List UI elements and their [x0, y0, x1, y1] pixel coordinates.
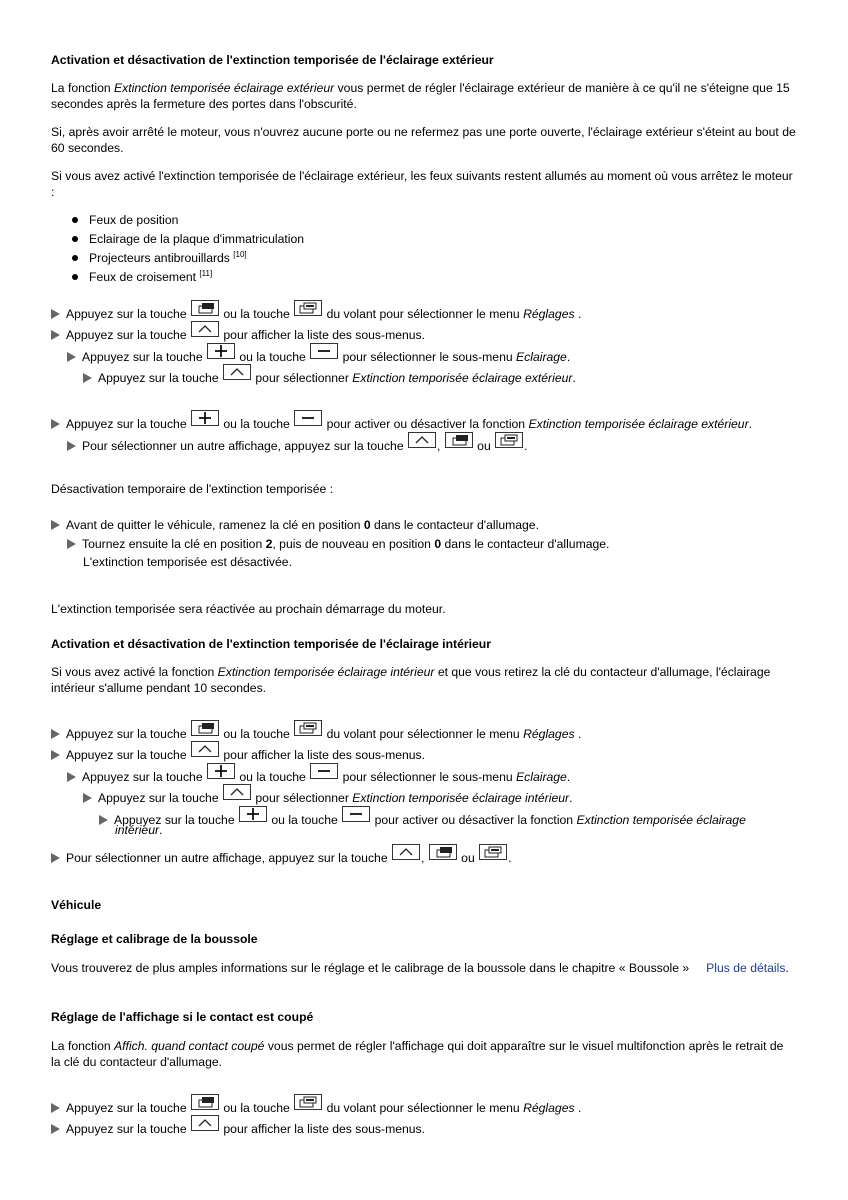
minus-key-icon [310, 763, 338, 779]
step-arrow-icon [51, 729, 60, 739]
plus-key-icon [239, 806, 267, 822]
footnote-ref[interactable]: [11] [199, 269, 213, 278]
step-arrow-icon [51, 520, 60, 530]
back-key-icon [223, 784, 251, 800]
section-title-interior: Activation et désactivation de l'extinction temporisée de l'éclairage intérieur [51, 637, 491, 651]
instruction-step: Appuyez sur la touche pour afficher la liste des sous-menus. [51, 1115, 425, 1137]
minus-key-icon [294, 410, 322, 426]
step-arrow-icon [99, 815, 108, 825]
instruction-step: Appuyez sur la touche pour afficher la liste des sous-menus. [51, 321, 425, 343]
instruction-step: Appuyez sur la touche pour afficher la liste des sous-menus. [51, 741, 425, 763]
step-arrow-icon [67, 441, 76, 451]
instruction-step: Appuyez sur la touche ou la touche du volant pour sélectionner le menu Réglages . [51, 720, 581, 742]
instruction-step: Appuyez sur la touche ou la touche du volant pour sélectionner le menu Réglages . [51, 300, 581, 322]
footnote-ref[interactable]: [10] [233, 250, 247, 259]
back-key-icon [191, 1115, 219, 1131]
subsection-title-compass: Réglage et calibrage de la boussole [51, 932, 258, 946]
page-back-key-icon [191, 300, 219, 316]
instruction-step: Appuyez sur la touche ou la touche pour activer ou désactiver la fonction Extinction temporisée éclairage extérieur. [51, 410, 752, 432]
step-arrow-icon [51, 309, 60, 319]
instruction-step: Appuyez sur la touche ou la touche pour sélectionner le sous-menu Eclairage. [67, 763, 570, 785]
bullet-dot-icon [72, 217, 78, 223]
instruction-step: Avant de quitter le véhicule, ramenez la clé en position 0 dans le contacteur d'allumage. [51, 517, 539, 533]
instruction-step: Appuyez sur la touche pour sélectionner Extinction temporisée éclairage extérieur. [83, 364, 576, 386]
back-key-icon [191, 741, 219, 757]
instruction-step: Pour sélectionner un autre affichage, appuyez sur la touche , ou . [51, 844, 512, 866]
page-forward-key-icon [479, 844, 507, 860]
more-details-link[interactable]: Plus de détails [706, 961, 786, 975]
paragraph-display-off: La fonction Affich. quand contact coupé vous permet de régler l'affichage qui doit apparaître sur le visuel multifonction après le retrait de la clé du contacteur d'allumage. [51, 1039, 784, 1069]
section-title-exterior: Activation et désactivation de l'extinction temporisée de l'éclairage extérieur [51, 53, 494, 67]
page-back-key-icon [191, 720, 219, 736]
instruction-step: Tournez ensuite la clé en position 2, puis de nouveau en position 0 dans le contacteur d'allumage. [67, 536, 609, 552]
paragraph-temporary-deactivation: Désactivation temporaire de l'extinction temporisée : [51, 482, 334, 496]
back-key-icon [223, 364, 251, 380]
step-arrow-icon [51, 1103, 60, 1113]
paragraph-reactivation-note: L'extinction temporisée sera réactivée au prochain démarrage du moteur. [51, 602, 446, 616]
bullet-dot-icon [72, 274, 78, 280]
bullet-dot-icon [72, 255, 78, 261]
step-arrow-icon [51, 419, 60, 429]
step-result: L'extinction temporisée est désactivée. [83, 555, 292, 569]
instruction-step-continued: intérieur. [115, 823, 163, 837]
back-key-icon [408, 432, 436, 448]
instruction-step: Appuyez sur la touche ou la touche pour activer ou désactiver la fonction Extinction temporisée éclairage [99, 806, 746, 828]
step-arrow-icon [67, 772, 76, 782]
paragraph-compass: Vous trouverez de plus amples informations sur le réglage et le calibrage de la boussole dans le chapitre « Boussole » Plus de détails. [51, 961, 789, 975]
step-arrow-icon [51, 1124, 60, 1134]
bullet-dot-icon [72, 236, 78, 242]
step-arrow-icon [51, 750, 60, 760]
plus-key-icon [191, 410, 219, 426]
page-forward-key-icon [495, 432, 523, 448]
step-arrow-icon [67, 352, 76, 362]
page-forward-key-icon [294, 720, 322, 736]
page-forward-key-icon [294, 300, 322, 316]
paragraph-interior-intro: Si vous avez activé la fonction Extinction temporisée éclairage intérieur et que vous retirez la clé du contacteur d'allumage, l'éclairage intérieur s'allume pendant 10 secondes. [51, 665, 771, 695]
page-forward-key-icon [294, 1094, 322, 1110]
step-arrow-icon [83, 373, 92, 383]
step-arrow-icon [51, 330, 60, 340]
plus-key-icon [207, 343, 235, 359]
minus-key-icon [342, 806, 370, 822]
paragraph-exterior-intro: La fonction Extinction temporisée éclairage extérieur vous permet de régler l'éclairage extérieur de manière à ce qu'il ne s'éteigne que 15 secondes après la fermeture des portes dans l'obscurité. [51, 81, 790, 111]
back-key-icon [191, 321, 219, 337]
step-arrow-icon [67, 539, 76, 549]
step-arrow-icon [51, 853, 60, 863]
paragraph-exterior-60s: Si, après avoir arrêté le moteur, vous n'ouvrez aucune porte ou ne refermez pas une porte ouverte, l'éclairage extérieur s'éteint au bout de 60 secondes. [51, 125, 796, 155]
page-back-key-icon [445, 432, 473, 448]
page-back-key-icon [191, 1094, 219, 1110]
instruction-step: Appuyez sur la touche ou la touche pour sélectionner le sous-menu Eclairage. [67, 343, 570, 365]
paragraph-exterior-lights: Si vous avez activé l'extinction temporisée de l'éclairage extérieur, les feux suivants restent allumés au moment où vous arrêtez le moteur : [51, 169, 793, 199]
section-title-vehicle: Véhicule [51, 898, 102, 912]
step-arrow-icon [83, 793, 92, 803]
instruction-step: Appuyez sur la touche pour sélectionner Extinction temporisée éclairage intérieur. [83, 784, 572, 806]
manual-page: Activation et désactivation de l'extinction temporisée de l'éclairage extérieur La fonction Extinction temporisée éclairage extérieur vous permet de régler l'éclairage extérieur de manière à ce qu'il ne s'éteigne que 15 secondes après la fermeture des portes dans l'obscurité. Si, après avoir arrêté le moteur, vous n'ouvrez aucune porte ou ne refermez pas une porte ouverte, l'éclairage extérieur s'éteint au bout de 60 secondes. Si vous avez activé l'extinction temporisée de l'éclairage extérieur, les feux suivants restent allumés au moment où vous arrêtez le moteur : Feux de position Eclairage de la plaque d'immatriculation Projecteurs antibrouillards [10] Feux de croisement [11] Appuyez sur la touche ou la touche du volant pour sélectionner le menu Réglages . Appuyez sur la touche pour afficher la liste des sous-menus. Appuyez sur la touche ou la touche pour sélectionner le sous-menu Eclairage. Appuyez sur la touche pour sélectionner Extinction temporisée éclairage extérieur. Appuyez sur la touche ou la touche pour activer ou désactiver la fonction Extinction temporisée éclairage extérieur. Pour sélectionner un autre affichage, appuyez sur la touche , ou . Désactivation temporaire de l'extinction temporisée : Avant de quitter le véhicule, ramenez la clé en position 0 dans le contacteur d'allumage. Tournez ensuite la clé en position 2, puis de nouveau en position 0 dans le contacteur d'allumage. L'extinction temporisée est désactivée. L'extinction temporisée sera réactivée au prochain démarrage du moteur. Activation et désactivation de l'extinction temporisée de l'éclairage intérieur Si vous avez activé la fonction Extinction temporisée éclairage intérieur et que vous retirez la clé du contacteur d'allumage, l'éclairage intérieur s'allume pendant 10 secondes. Appuyez sur la touche ou la touche du volant pour sélectionner le menu Réglages . Appuyez sur la touche pour afficher la liste des sous-menus. Appuyez sur la touche ou la touche pour sélectionner le sous-menu Eclairage. Appuyez sur la touche pour sélectionner Extinction temporisée éclairage intérieur. Appuyez sur la touche ou la touche pour activer ou désactiver la fonction Extinction temporisée éclairage intérieur. Pour sélectionner un autre affichage, appuyez sur la touche , ou . Véhicule Réglage et calibrage de la boussole Vous trouverez de plus amples informations sur le réglage et le calibrage de la boussole dans le chapitre « Boussole » Plus de détails. Réglage de l'affichage si le contact est coupé La fonction Affich. quand contact coupé vous permet de régler l'affichage qui doit apparaître sur le visuel multifonction après le retrait de la clé du contacteur d'allumage. Appuyez sur la touche ou la touche du volant pour sélectionner le menu Réglages . Appuyez sur la touche pour afficher la liste des sous-menus. [51, 53, 796, 1136]
minus-key-icon [310, 343, 338, 359]
instruction-step: Pour sélectionner un autre affichage, appuyez sur la touche , ou . [67, 432, 528, 454]
instruction-step: Appuyez sur la touche ou la touche du volant pour sélectionner le menu Réglages . [51, 1094, 581, 1116]
page-back-key-icon [429, 844, 457, 860]
back-key-icon [392, 844, 420, 860]
plus-key-icon [207, 763, 235, 779]
subsection-title-display-off: Réglage de l'affichage si le contact est coupé [51, 1010, 314, 1024]
